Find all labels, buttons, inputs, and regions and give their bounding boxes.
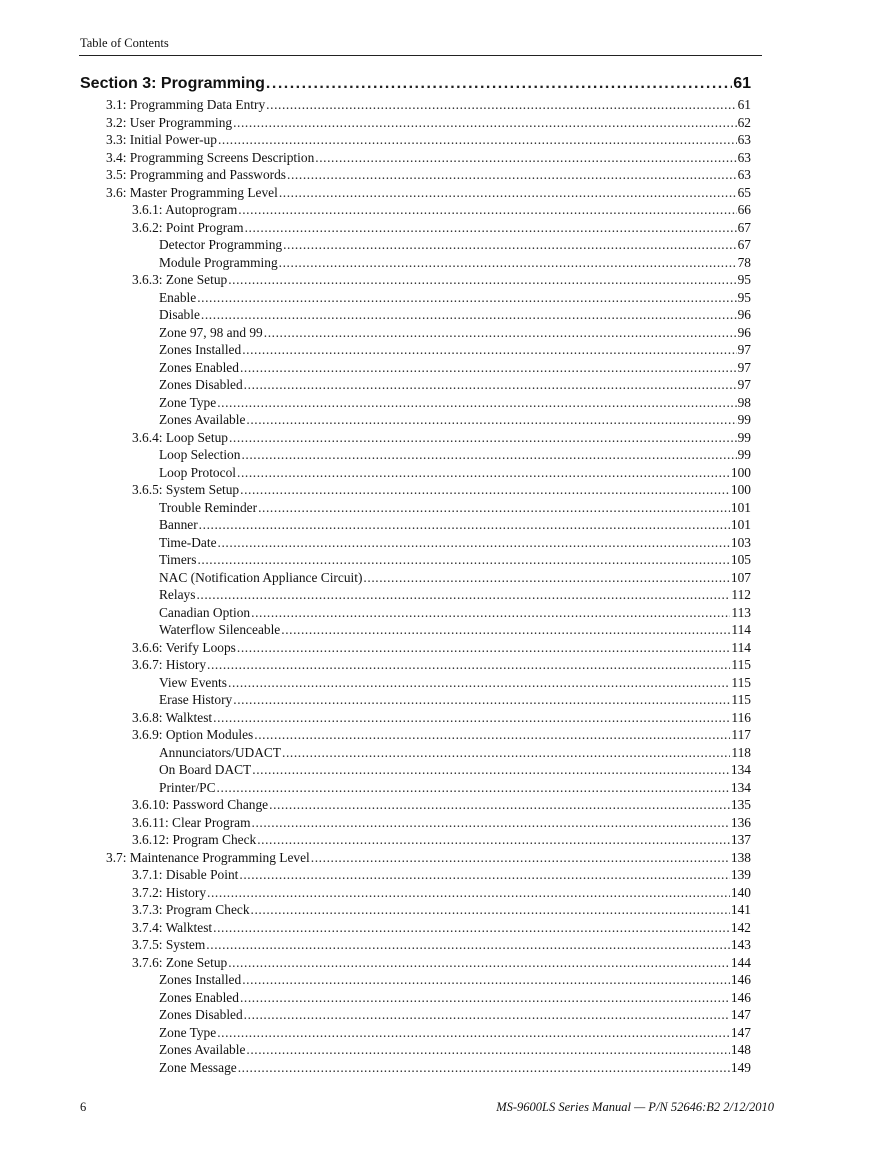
dot-leader	[217, 394, 736, 412]
toc-entry[interactable]	[80, 499, 751, 517]
dot-leader	[264, 324, 737, 342]
toc-entry[interactable]	[80, 936, 751, 954]
toc-entry-title: Waterflow Silenceable	[159, 622, 281, 637]
toc-entry[interactable]	[80, 149, 751, 167]
toc-entry[interactable]	[80, 341, 751, 359]
toc-entry-title: Detector Programming	[159, 237, 283, 252]
toc-entry-page: 137	[730, 832, 751, 847]
toc-entry-page: 105	[730, 552, 751, 567]
toc-entry-page: 95	[737, 289, 751, 305]
toc-entry[interactable]	[80, 884, 751, 902]
toc-entry-page: 97	[737, 377, 751, 392]
dot-leader	[237, 639, 731, 657]
toc-entry-page: 117	[731, 727, 751, 742]
section-page-number: 61	[733, 75, 751, 92]
dot-leader	[266, 96, 736, 114]
toc-entry[interactable]	[80, 271, 751, 289]
dot-leader	[218, 131, 737, 149]
toc-entry-page: 65	[737, 184, 751, 200]
toc-entry-title: Relays	[159, 587, 196, 602]
dot-leader	[363, 569, 729, 587]
toc-entry[interactable]	[80, 586, 751, 604]
toc-entry-page: 114	[731, 622, 751, 637]
toc-entry-title: Loop Protocol	[159, 464, 236, 480]
dot-leader	[257, 831, 730, 849]
dot-leader	[240, 481, 730, 499]
dot-leader	[238, 201, 736, 219]
toc-entry-title: Time-Date	[159, 534, 217, 550]
toc-entry[interactable]	[80, 1059, 751, 1077]
toc-entry-title: 3.7.5: System	[132, 937, 206, 952]
toc-entry-page: 66	[737, 202, 751, 217]
toc-entry-page: 146	[730, 989, 751, 1005]
dot-leader	[246, 1041, 730, 1059]
toc-entry-title: Banner	[159, 517, 198, 532]
dot-leader	[315, 149, 736, 167]
dot-leader	[207, 884, 730, 902]
toc-entry[interactable]	[80, 236, 751, 254]
toc-entry-title: Erase History	[159, 692, 233, 707]
toc-entry[interactable]	[80, 656, 751, 674]
toc-entry-page: 115	[731, 674, 751, 690]
toc-entry-page: 113	[731, 604, 751, 620]
toc-entry[interactable]	[80, 429, 751, 447]
toc-entry-title: 3.1: Programming Data Entry	[106, 97, 266, 112]
toc-entry[interactable]	[80, 954, 751, 972]
toc-entry-title: 3.6.11: Clear Program	[132, 814, 251, 830]
dot-leader	[279, 254, 737, 272]
toc-entry-title: Annunciators/UDACT	[159, 744, 281, 760]
dot-leader	[282, 744, 730, 762]
toc-entry-page: 136	[730, 814, 751, 830]
toc-entry-title: Enable	[159, 289, 197, 305]
toc-entry-title: Zones Installed	[159, 972, 242, 987]
toc-entry-page: 135	[730, 797, 751, 812]
dot-leader	[238, 1059, 730, 1077]
toc-entry-title: On Board DACT	[159, 762, 252, 777]
toc-entry[interactable]	[80, 464, 751, 482]
dot-leader	[254, 726, 730, 744]
toc-entry-page: 67	[737, 237, 751, 252]
toc-entry[interactable]	[80, 901, 751, 919]
toc-entry-title: Zones Available	[159, 412, 246, 427]
toc-entry-page: 98	[737, 394, 751, 410]
toc-entry-list	[80, 96, 751, 1076]
toc-entry[interactable]	[80, 1006, 751, 1024]
dot-leader	[228, 674, 730, 692]
toc-entry-title: Disable	[159, 307, 200, 322]
toc-entry[interactable]	[80, 761, 751, 779]
toc-entry-page: 116	[731, 709, 751, 725]
dot-leader	[239, 866, 730, 884]
toc-entry-page: 140	[730, 884, 751, 900]
toc-entry-title: 3.6.6: Verify Loops	[132, 639, 236, 655]
toc-entry[interactable]	[80, 534, 751, 552]
toc-entry-page: 63	[737, 167, 751, 182]
dot-leader	[206, 936, 730, 954]
dot-leader	[213, 919, 730, 937]
header-divider	[79, 55, 762, 56]
toc-entry-title: Zones Enabled	[159, 989, 239, 1005]
toc-entry-title: Module Programming	[159, 254, 278, 270]
toc-entry[interactable]	[80, 184, 751, 202]
toc-entry-title: View Events	[159, 674, 227, 690]
dot-leader	[244, 376, 737, 394]
toc-entry-page: 146	[730, 972, 751, 987]
toc-entry[interactable]	[80, 376, 751, 394]
toc-entry-page: 63	[737, 149, 751, 165]
toc-entry[interactable]	[80, 814, 751, 832]
dot-leader	[229, 429, 737, 447]
dot-leader	[266, 75, 732, 93]
dot-leader	[246, 411, 736, 429]
toc-entry[interactable]	[80, 219, 751, 237]
toc-entry[interactable]	[80, 569, 751, 587]
toc-entry-title: 3.7.2: History	[132, 884, 207, 900]
toc-entry-page: 67	[737, 219, 751, 235]
toc-entry[interactable]	[80, 516, 751, 534]
toc-entry-page: 95	[737, 272, 751, 287]
toc-entry[interactable]	[80, 481, 751, 499]
footer-page-number: 6	[80, 1100, 87, 1114]
toc-entry-title: 3.7.6: Zone Setup	[132, 954, 228, 970]
toc-entry[interactable]	[80, 621, 751, 639]
toc-entry[interactable]	[80, 971, 751, 989]
dot-leader	[237, 464, 730, 482]
toc-entry-page: 78	[737, 254, 751, 270]
dot-leader	[281, 621, 730, 639]
dot-leader	[228, 271, 736, 289]
dot-leader	[251, 901, 730, 919]
toc-entry-page: 99	[737, 447, 751, 462]
dot-leader	[199, 516, 730, 534]
toc-entry-page: 96	[737, 324, 751, 340]
toc-entry-title: Zone Type	[159, 394, 217, 410]
toc-entry-title: Zones Disabled	[159, 377, 243, 392]
toc-entry-page: 97	[737, 342, 751, 357]
toc-entry-title: 3.6: Master Programming Level	[106, 184, 278, 200]
toc-entry[interactable]	[80, 919, 751, 937]
toc-entry-title: 3.6.9: Option Modules	[132, 727, 254, 742]
toc-entry-title: 3.7.4: Walktest	[132, 919, 213, 935]
dot-leader	[245, 219, 737, 237]
toc-entry-page: 100	[730, 464, 751, 480]
toc-entry-page: 147	[730, 1007, 751, 1022]
dot-leader	[207, 656, 730, 674]
toc-entry-title: Timers	[159, 552, 197, 567]
dot-leader	[241, 446, 736, 464]
toc-entry-title: Canadian Option	[159, 604, 251, 620]
toc-entry-page: 99	[737, 429, 751, 445]
toc-entry-page: 141	[730, 902, 751, 917]
toc-entry-title: Printer/PC	[159, 779, 216, 795]
toc-entry[interactable]	[80, 411, 751, 429]
toc-entry-page: 99	[737, 412, 751, 427]
toc-entry-page: 114	[731, 639, 751, 655]
dot-leader	[252, 814, 730, 832]
toc-entry[interactable]	[80, 289, 751, 307]
dot-leader	[279, 184, 737, 202]
toc-entry-page: 62	[737, 114, 751, 130]
toc-entry[interactable]	[80, 201, 751, 219]
toc-entry-page: 103	[730, 534, 751, 550]
toc-entry-page: 144	[730, 954, 751, 970]
toc-entry-title: 3.3: Initial Power-up	[106, 132, 217, 147]
toc-entry-page: 115	[731, 692, 751, 707]
toc-entry-title: 3.6.2: Point Program	[132, 219, 244, 235]
toc-entry[interactable]	[80, 639, 751, 657]
dot-leader	[217, 779, 730, 797]
toc-entry-page: 142	[730, 919, 751, 935]
dot-leader	[201, 306, 737, 324]
toc-entry-title: 3.4: Programming Screens Description	[106, 149, 315, 165]
toc-entry[interactable]	[80, 394, 751, 412]
toc-entry[interactable]	[80, 989, 751, 1007]
dot-leader	[283, 236, 737, 254]
dot-leader	[251, 604, 730, 622]
table-of-contents	[80, 75, 751, 1076]
dot-leader	[269, 796, 730, 814]
toc-entry-page: 139	[730, 867, 751, 882]
toc-entry-page: 112	[731, 587, 751, 602]
toc-entry-title: Zones Installed	[159, 342, 242, 357]
toc-entry-page: 148	[730, 1042, 751, 1057]
dot-leader	[197, 551, 729, 569]
toc-entry[interactable]	[80, 166, 751, 184]
dot-leader	[197, 289, 736, 307]
toc-entry-page: 118	[731, 744, 751, 760]
toc-entry-title: 3.5: Programming and Passwords	[106, 167, 287, 182]
toc-entry[interactable]	[80, 359, 751, 377]
toc-entry-title: 3.6.12: Program Check	[132, 832, 257, 847]
toc-entry-page: 134	[730, 779, 751, 795]
toc-entry-page: 134	[730, 762, 751, 777]
toc-entry-title: 3.7.3: Program Check	[132, 902, 250, 917]
dot-leader	[217, 1024, 730, 1042]
toc-entry-title: 3.6.10: Password Change	[132, 797, 269, 812]
toc-entry[interactable]	[80, 114, 751, 132]
toc-entry[interactable]	[80, 551, 751, 569]
toc-entry[interactable]	[80, 849, 751, 867]
toc-entry-title: 3.7: Maintenance Programming Level	[106, 849, 310, 865]
toc-entry-title: Zones Disabled	[159, 1007, 243, 1022]
dot-leader	[242, 971, 730, 989]
toc-entry-page: 61	[737, 97, 751, 112]
toc-entry[interactable]	[80, 796, 751, 814]
toc-entry[interactable]	[80, 96, 751, 114]
toc-entry-page: 96	[737, 307, 751, 322]
dot-leader	[228, 954, 730, 972]
toc-entry-title: Zone Message	[159, 1059, 237, 1075]
toc-entry[interactable]	[80, 831, 751, 849]
toc-entry-title: 3.6.4: Loop Setup	[132, 429, 228, 445]
toc-entry[interactable]	[80, 446, 751, 464]
dot-leader	[258, 499, 730, 517]
dot-leader	[196, 586, 730, 604]
dot-leader	[233, 691, 730, 709]
toc-entry-page: 101	[730, 499, 751, 515]
dot-leader	[244, 1006, 730, 1024]
toc-entry[interactable]	[80, 744, 751, 762]
dot-leader	[240, 989, 730, 1007]
toc-section-heading[interactable]	[80, 75, 751, 95]
toc-entry-title: 3.2: User Programming	[106, 114, 233, 130]
toc-entry-page: 149	[730, 1059, 751, 1075]
dot-leader	[213, 709, 730, 727]
toc-entry-page: 147	[730, 1024, 751, 1040]
dot-leader	[240, 359, 737, 377]
toc-entry-title: NAC (Notification Appliance Circuit)	[159, 569, 363, 585]
dot-leader	[252, 761, 730, 779]
footer-document-id: MS-9600LS Series Manual — P/N 52646:B2 2/12/2010	[496, 1100, 774, 1114]
section-title: Section 3: Programming	[80, 75, 265, 92]
toc-entry-title: Zone Type	[159, 1024, 217, 1040]
toc-entry[interactable]	[80, 726, 751, 744]
toc-entry-title: 3.6.5: System Setup	[132, 482, 240, 497]
toc-entry-page: 100	[730, 482, 751, 497]
toc-entry[interactable]	[80, 131, 751, 149]
toc-entry-page: 63	[737, 132, 751, 147]
dot-leader	[233, 114, 737, 132]
toc-entry[interactable]	[80, 691, 751, 709]
toc-entry[interactable]	[80, 254, 751, 272]
dot-leader	[218, 534, 730, 552]
toc-entry[interactable]	[80, 604, 751, 622]
toc-entry-title: Zones Enabled	[159, 359, 239, 375]
toc-entry-title: 3.6.1: Autoprogram	[132, 202, 238, 217]
toc-entry-title: 3.6.8: Walktest	[132, 709, 213, 725]
toc-entry-title: Zones Available	[159, 1042, 246, 1057]
toc-entry-page: 101	[730, 517, 751, 532]
toc-entry-page: 115	[731, 657, 751, 672]
toc-entry[interactable]	[80, 1024, 751, 1042]
toc-entry-title: 3.6.3: Zone Setup	[132, 272, 228, 287]
toc-entry[interactable]	[80, 779, 751, 797]
toc-entry[interactable]	[80, 306, 751, 324]
toc-entry-title: 3.6.7: History	[132, 657, 207, 672]
dot-leader	[242, 341, 736, 359]
toc-entry-page: 97	[737, 359, 751, 375]
toc-entry[interactable]	[80, 324, 751, 342]
toc-entry-title: Loop Selection	[159, 447, 241, 462]
toc-entry-page: 143	[730, 937, 751, 952]
toc-entry-title: 3.7.1: Disable Point	[132, 867, 239, 882]
running-header: Table of Contents	[80, 36, 169, 50]
toc-entry-page: 107	[730, 569, 751, 585]
toc-entry[interactable]	[80, 674, 751, 692]
toc-entry-page: 138	[730, 849, 751, 865]
toc-entry[interactable]	[80, 866, 751, 884]
dot-leader	[311, 849, 730, 867]
toc-entry-title: Zone 97, 98 and 99	[159, 324, 263, 340]
toc-entry-title: Trouble Reminder	[159, 499, 258, 515]
dot-leader	[287, 166, 737, 184]
toc-entry[interactable]	[80, 1041, 751, 1059]
toc-entry[interactable]	[80, 709, 751, 727]
